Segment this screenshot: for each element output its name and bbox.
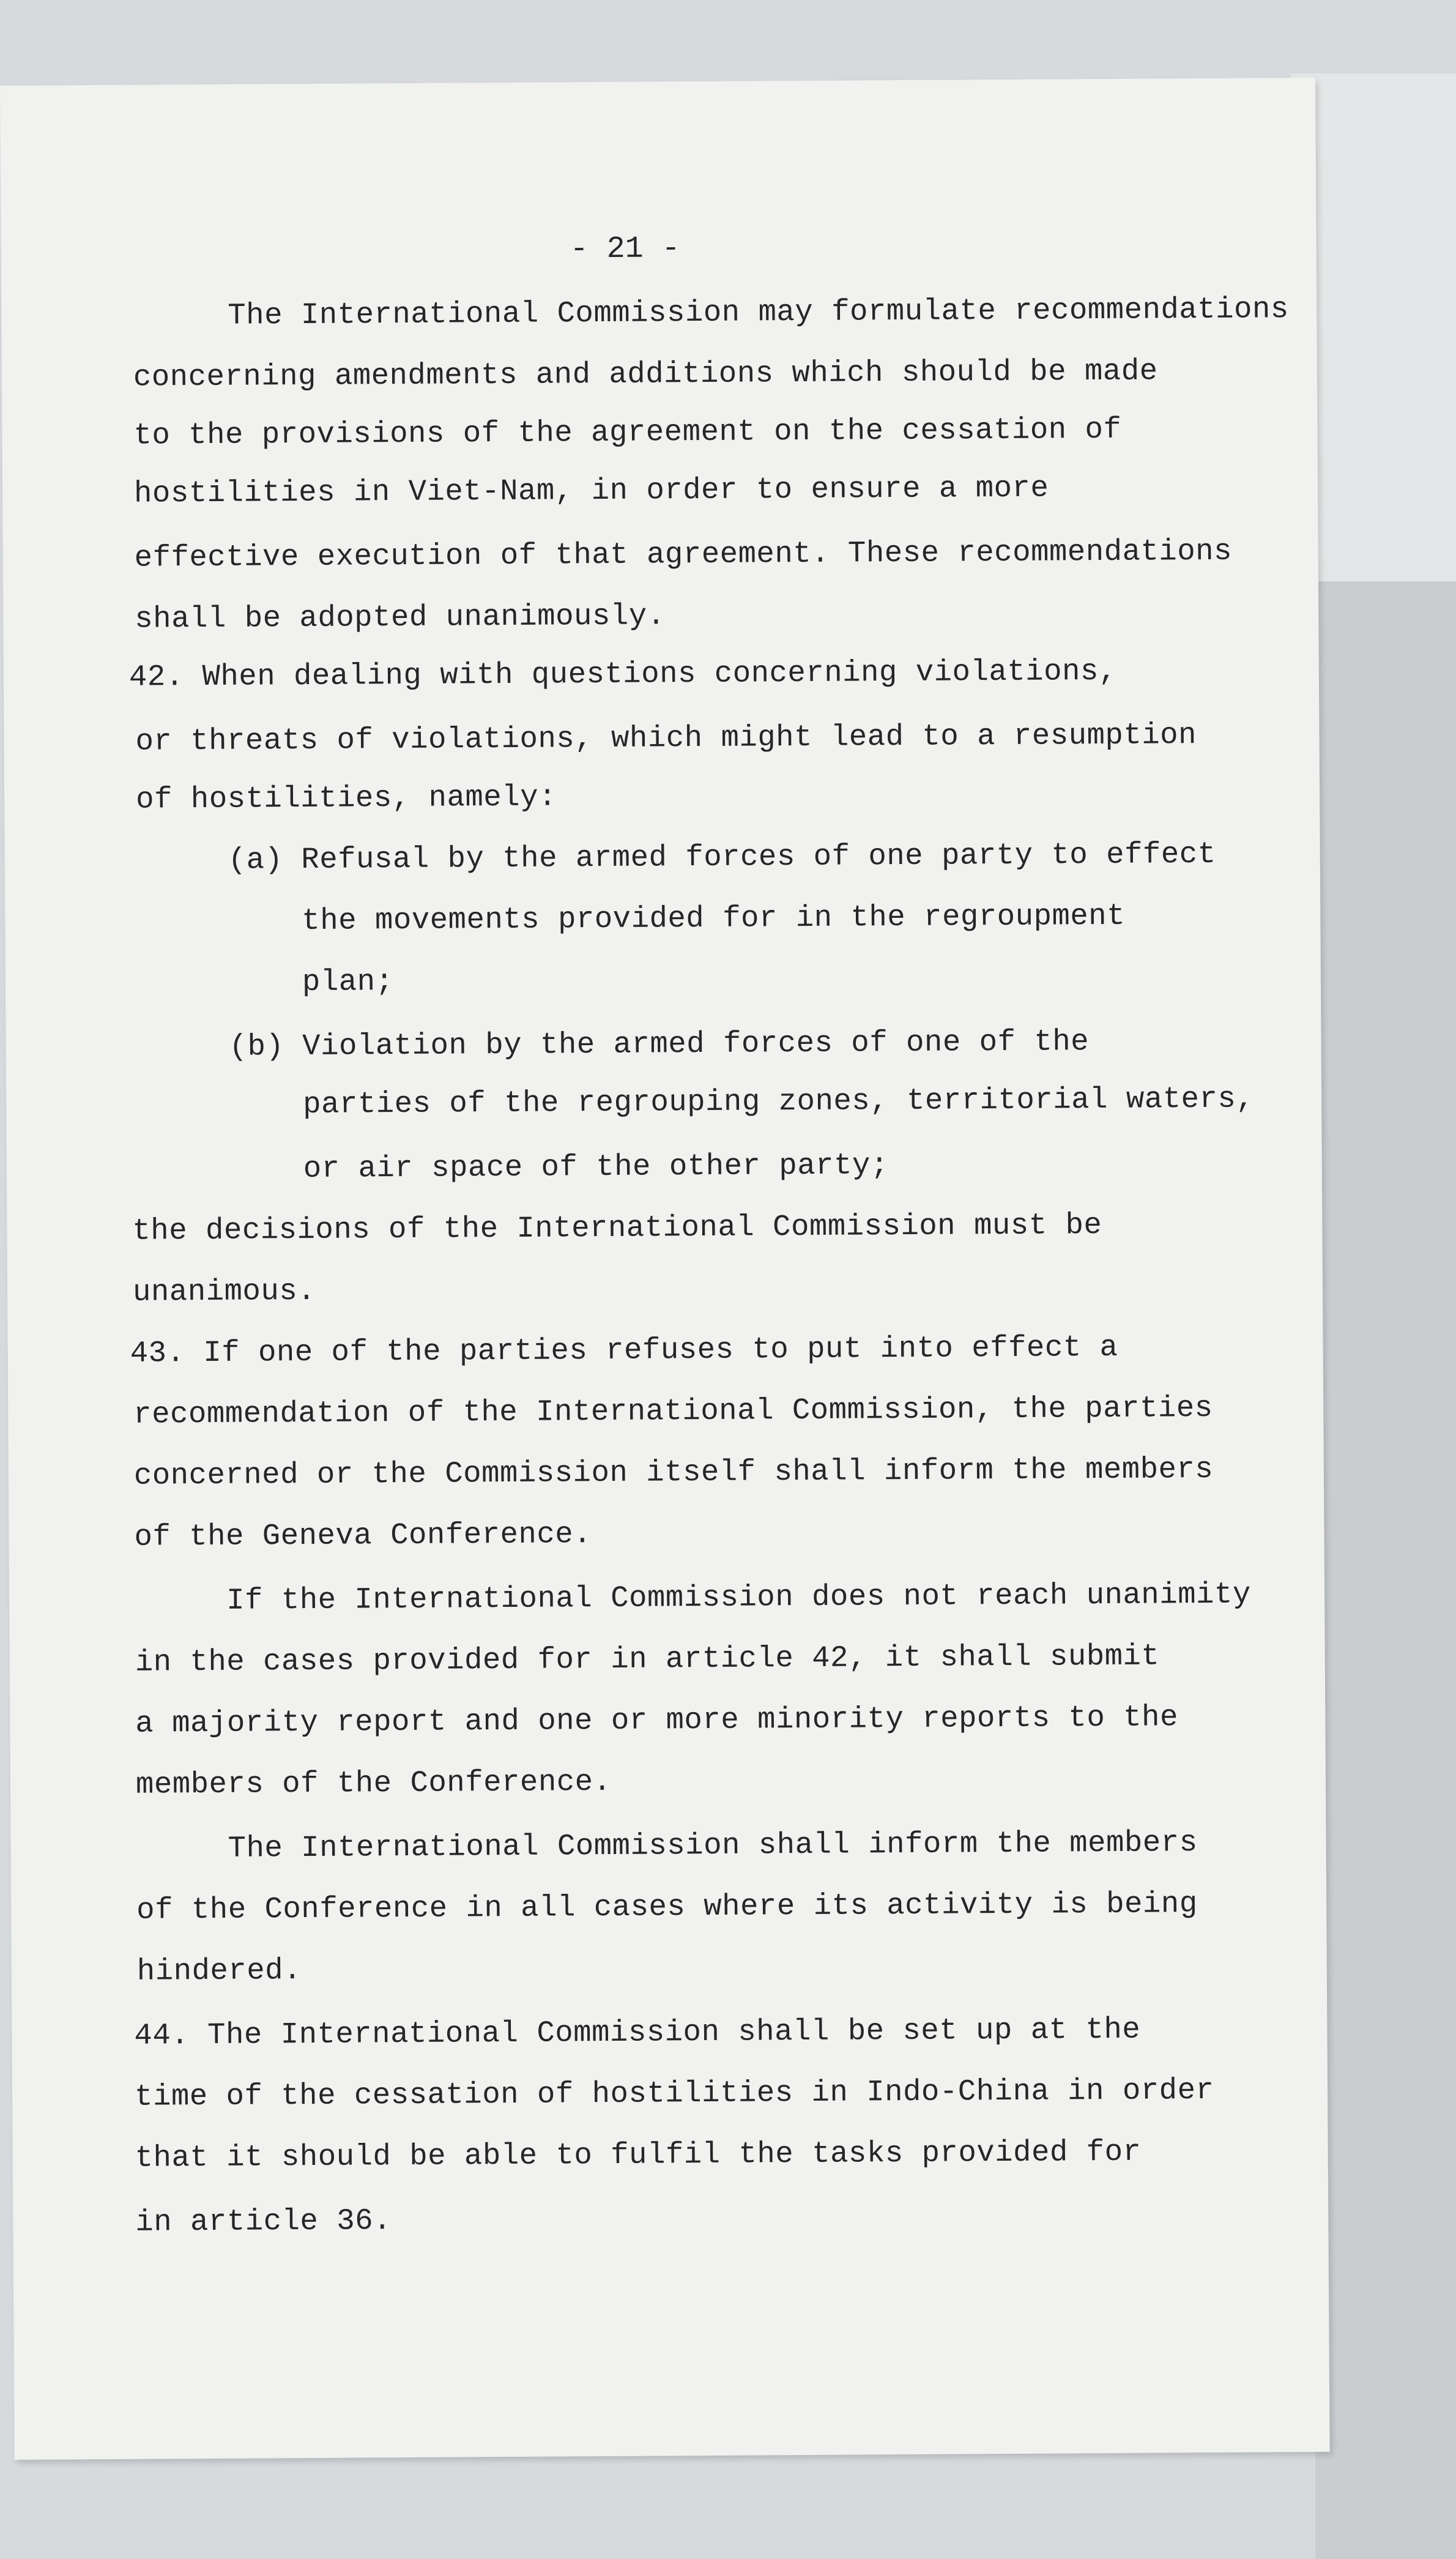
- text-line: 43. If one of the parties refuses to put into effect a: [130, 1330, 1118, 1371]
- text-line: 42. When dealing with questions concerning violations,: [128, 654, 1117, 695]
- text-line: concerning amendments and additions which should be made: [133, 354, 1158, 395]
- text-line: 44. The International Commission shall be set up at the: [134, 2012, 1141, 2053]
- background-page-shadow: [1315, 581, 1456, 2559]
- text-line: hindered.: [136, 1953, 302, 1989]
- text-line: time of the cessation of hostilities in Indo-China in order: [134, 2073, 1214, 2114]
- text-line: of hostilities, namely:: [135, 780, 557, 817]
- text-line: effective execution of that agreement. These recommendations: [134, 534, 1233, 575]
- text-line: in the cases provided for in article 42, it shall submit: [135, 1639, 1160, 1680]
- text-line: of the Conference in all cases where its activity is being: [136, 1887, 1198, 1928]
- text-line: recommendation of the International Commission, the parties: [133, 1390, 1213, 1432]
- text-line: plan;: [302, 964, 394, 1000]
- text-line: that it should be able to fulfil the tasks provided for: [135, 2134, 1142, 2175]
- text-line: in article 36.: [135, 2203, 392, 2240]
- text-line: concerned or the Commission itself shall inform the members: [133, 1451, 1214, 1493]
- document-page: [0, 78, 1330, 2460]
- text-line: (b) Violation by the armed forces of one of the: [229, 1024, 1090, 1064]
- text-line: or threats of violations, which might lead to a resumption: [135, 718, 1197, 759]
- page-number: - 21 -: [570, 231, 680, 267]
- text-line: If the International Commission does not reach unanimity: [226, 1577, 1251, 1618]
- text-line: unanimous.: [132, 1273, 316, 1309]
- text-line: The International Commission shall inform the members: [228, 1825, 1198, 1866]
- text-line: (a) Refusal by the armed forces of one party to effect: [228, 836, 1216, 877]
- text-line: The International Commission may formulate recommendations: [228, 292, 1289, 333]
- text-line: shall be adopted unanimously.: [135, 598, 666, 636]
- text-line: hostilities in Viet-Nam, in order to ensure a more: [133, 471, 1049, 511]
- text-line: the decisions of the International Commission must be: [132, 1208, 1102, 1248]
- text-line: a majority report and one or more minority reports to the: [135, 1700, 1179, 1741]
- text-line: members of the Conference.: [135, 1764, 612, 1802]
- text-line: the movements provided for in the regroupment: [302, 898, 1126, 939]
- text-line: or air space of the other party;: [303, 1148, 889, 1186]
- text-line: to the provisions of the agreement on the cessation of: [133, 412, 1122, 453]
- text-line: parties of the regrouping zones, territorial waters,: [303, 1081, 1255, 1122]
- text-line: of the Geneva Conference.: [134, 1517, 592, 1554]
